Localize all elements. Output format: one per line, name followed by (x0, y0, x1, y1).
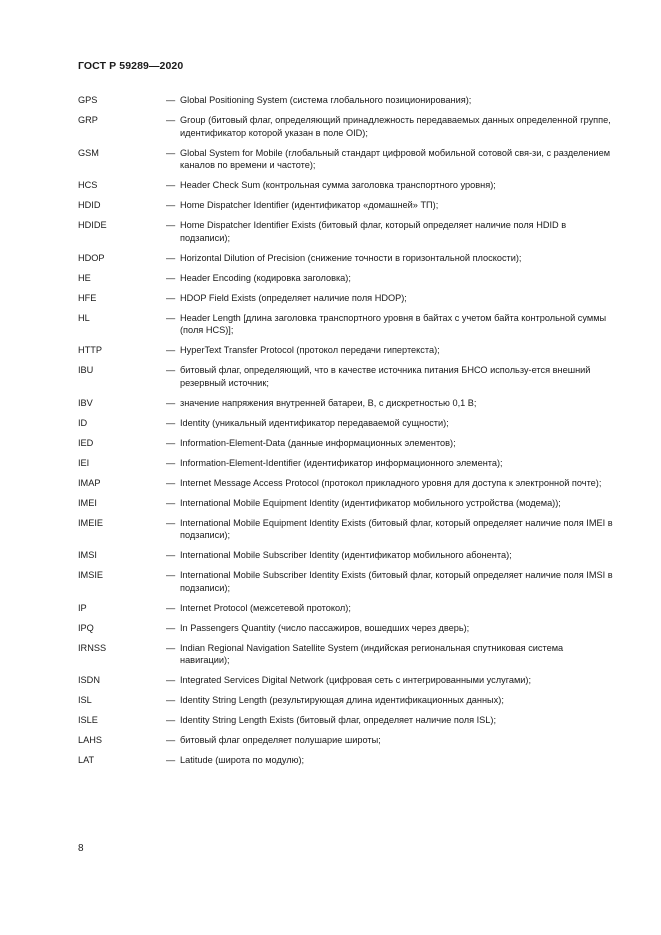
list-item (78, 674, 614, 687)
list-item (78, 477, 614, 490)
list-item (78, 437, 614, 450)
page-number: 8 (78, 843, 84, 854)
abbreviation-term: IEI (78, 457, 90, 468)
list-item (78, 94, 614, 107)
abbreviation-term: ISLE (78, 715, 98, 725)
list-item (78, 622, 614, 635)
list-item (78, 734, 614, 747)
abbreviation-definition: значение напряжения внутренней батареи, В, с дискретностью 0,1 В; (180, 397, 477, 408)
dash: — (166, 622, 176, 633)
list-item (78, 569, 614, 594)
dash: — (166, 147, 176, 158)
abbreviation-definition: битовый флаг определяет полушарие широты; (180, 735, 381, 745)
dash: — (166, 115, 176, 125)
dash: — (166, 345, 176, 355)
dash: — (166, 272, 176, 283)
list-item (78, 312, 614, 337)
dash: — (166, 200, 176, 210)
dash: — (166, 602, 176, 613)
list-item (78, 549, 614, 562)
abbreviation-term: IPQ (78, 622, 94, 633)
abbreviation-definition: Header Check Sum (контрольная сумма заголовка транспортного уровня); (180, 180, 496, 190)
abbreviation-definition: Header Encoding (кодировка заголовка); (180, 272, 351, 283)
abbreviation-term: IP (78, 602, 87, 613)
abbreviation-definition: HDOP Field Exists (определяет наличие поля HDOP); (180, 292, 407, 303)
abbreviation-term: LAHS (78, 735, 103, 745)
list-item (78, 219, 614, 244)
dash: — (166, 417, 176, 428)
abbreviation-term: HL (78, 312, 90, 323)
abbreviation-term: ID (78, 417, 88, 428)
abbreviation-term: IMSIE (78, 570, 104, 580)
abbreviation-definition: International Mobile Subscriber Identity Exists (битовый флаг, который определяет наличие поля IMSI в подзаписи); (180, 570, 613, 593)
abbreviation-term: HTTP (78, 345, 102, 355)
dash: — (166, 517, 176, 528)
abbreviation-definition: Home Dispatcher Identifier Exists (битовый флаг, который определяет наличие поля HDID в подзаписи); (180, 220, 567, 243)
abbreviation-definition: Horizontal Dilution of Precision (снижение точности в горизонтальной плоскости); (180, 252, 522, 263)
abbreviation-definition: Identity String Length (результирующая длина идентификационных данных); (180, 695, 504, 705)
list-item (78, 497, 614, 510)
abbreviation-term: IED (78, 437, 94, 448)
abbreviation-term: IBU (78, 365, 94, 375)
abbreviation-definition: Internet Message Access Protocol (протокол прикладного уровня для доступа к электронной почте); (180, 477, 602, 488)
list-item (78, 602, 614, 615)
abbreviation-definition: Global Positioning System (система глобального позиционирования); (180, 95, 472, 105)
abbreviation-definition: International Mobile Subscriber Identity (идентификатор мобильного абонента); (180, 550, 512, 560)
list-item (78, 694, 614, 707)
dash: — (166, 397, 176, 408)
abbreviation-term: IMSI (78, 550, 97, 560)
abbreviation-definition: International Mobile Equipment Identity Exists (битовый флаг, который определяет наличие поля IMEI в подзаписи); (180, 517, 613, 540)
abbreviation-term: HDOP (78, 252, 105, 263)
dash: — (166, 550, 176, 560)
list-item (78, 517, 614, 542)
dash: — (166, 570, 176, 580)
dash: — (166, 457, 176, 468)
list-item (78, 114, 614, 139)
abbreviation-definition: Information-Element-Data (данные информационных элементов); (180, 437, 456, 448)
abbreviation-term: HFE (78, 292, 97, 303)
list-item (78, 417, 614, 430)
dash: — (166, 292, 176, 303)
abbreviation-definition: Global System for Mobile (глобальный стандарт цифровой мобильной сотовой свя-зи, с разделением каналов по времени и частоте); (180, 147, 611, 170)
dash: — (166, 95, 176, 105)
abbreviation-term: GSM (78, 147, 99, 158)
list-item (78, 199, 614, 212)
list-item (78, 714, 614, 727)
list-item (78, 364, 614, 389)
abbreviation-definition: In Passengers Quantity (число пассажиров, вошедших через дверь); (180, 622, 470, 633)
abbreviation-term: LAT (78, 755, 95, 765)
abbreviation-definition: Latitude (широта по модулю); (180, 755, 305, 765)
dash: — (166, 497, 176, 508)
list-item (78, 292, 614, 305)
abbreviation-term: IMAP (78, 477, 101, 488)
abbreviation-term: HE (78, 272, 91, 283)
abbreviation-term: GPS (78, 95, 98, 105)
list-item (78, 252, 614, 265)
abbreviation-term: HDIDE (78, 220, 107, 230)
abbreviation-definition: International Mobile Equipment Identity (идентификатор мобильного устройства (модема)); (180, 497, 561, 508)
abbreviation-definition: Header Length [длина заголовка транспортного уровня в байтах с учетом байта контрольной суммы (поля HCS)]; (180, 312, 607, 335)
list-item (78, 344, 614, 357)
dash: — (166, 220, 176, 230)
abbreviation-term: HDID (78, 200, 101, 210)
abbreviation-term: GRP (78, 115, 98, 125)
abbreviation-definition: Information-Element-Identifier (идентификатор информационного элемента); (180, 457, 503, 468)
dash: — (166, 477, 176, 488)
dash: — (166, 312, 176, 323)
abbreviation-list (78, 94, 614, 774)
list-item (78, 457, 614, 470)
abbreviation-term: ISDN (78, 675, 100, 685)
abbreviation-term: IBV (78, 397, 93, 408)
abbreviation-term: IMEIE (78, 517, 104, 528)
abbreviation-definition: Identity String Length Exists (битовый флаг, определяет наличие поля ISL); (180, 715, 497, 725)
abbreviation-definition: Identity (уникальный идентификатор передаваемой сущности); (180, 417, 449, 428)
document-header: ГОСТ Р 59289—2020 (78, 60, 184, 72)
list-item (78, 397, 614, 410)
abbreviation-term: IRNSS (78, 642, 107, 653)
dash: — (166, 715, 176, 725)
abbreviation-definition: битовый флаг, определяющий, что в качестве источника питания БНСО использу-ется внешний резервный источник; (180, 365, 591, 388)
dash: — (166, 642, 176, 653)
abbreviation-definition: Integrated Services Digital Network (цифровая сеть с интегрированными услугами); (180, 675, 532, 685)
abbreviation-definition: Indian Regional Navigation Satellite System (индийская региональная спутниковая система навигации); (180, 642, 564, 665)
list-item (78, 147, 614, 172)
dash: — (166, 252, 176, 263)
list-item (78, 642, 614, 667)
dash: — (166, 437, 176, 448)
abbreviation-term: ISL (78, 695, 92, 705)
dash: — (166, 695, 176, 705)
list-item (78, 179, 614, 192)
abbreviation-definition: HyperText Transfer Protocol (протокол передачи гипертекста); (180, 345, 440, 355)
abbreviation-definition: Home Dispatcher Identifier (идентификатор «домашней» ТП); (180, 200, 439, 210)
dash: — (166, 735, 176, 745)
dash: — (166, 365, 176, 375)
list-item (78, 754, 614, 767)
dash: — (166, 675, 176, 685)
abbreviation-definition: Internet Protocol (межсетевой протокол); (180, 602, 351, 613)
abbreviation-term: HCS (78, 180, 98, 190)
list-item (78, 272, 614, 285)
abbreviation-definition: Group (битовый флаг, определяющий принадлежность передаваемых данных определенной группе, идентификатор которой указан в поле OID); (180, 115, 611, 138)
abbreviation-term: IMEI (78, 497, 97, 508)
dash: — (166, 180, 176, 190)
dash: — (166, 755, 176, 765)
